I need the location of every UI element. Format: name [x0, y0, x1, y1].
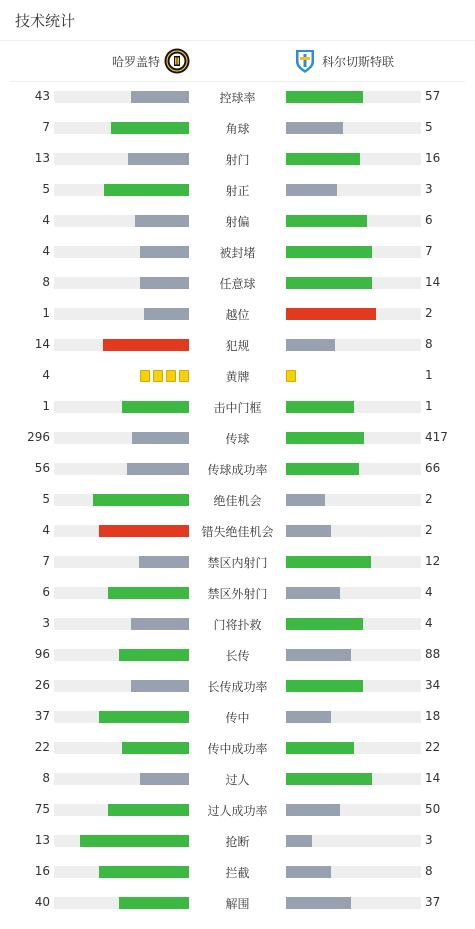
away-bar-fill: [286, 680, 363, 692]
away-bar-fill: [286, 742, 354, 754]
away-bar-track: [286, 773, 421, 785]
away-value: 14: [425, 771, 441, 785]
home-value: 75: [34, 802, 50, 816]
stat-label: 绝佳机会: [213, 494, 262, 508]
away-bar-fill: [286, 277, 372, 289]
home-bar-track: [54, 587, 189, 599]
home-value: 43: [34, 89, 50, 103]
away-value: 22: [425, 740, 441, 754]
stat-label: 传球: [225, 432, 250, 446]
stat-row: [0, 671, 475, 702]
home-yellow-cards: [140, 370, 189, 382]
home-bar-track: [54, 91, 189, 103]
away-value: 37: [425, 895, 441, 909]
stat-row: [0, 826, 475, 857]
home-bar-fill: [139, 556, 189, 568]
away-bar-fill: [286, 432, 364, 444]
home-bar-fill: [99, 525, 189, 537]
away-value: 50: [425, 802, 441, 816]
stat-row: [0, 485, 475, 516]
home-bar-track: [54, 804, 189, 816]
away-bar-fill: [286, 618, 363, 630]
yellow-card-icon: [179, 370, 189, 382]
home-bar-fill: [131, 618, 189, 630]
home-bar-track: [54, 680, 189, 692]
away-bar-track: [286, 246, 421, 258]
stat-row: [0, 857, 475, 888]
away-bar-track: [286, 680, 421, 692]
stat-row: [0, 733, 475, 764]
away-bar-track: [286, 494, 421, 506]
teams-header: [10, 41, 465, 82]
home-bar-track: [54, 711, 189, 723]
away-team[interactable]: [292, 48, 394, 74]
away-bar-fill: [286, 308, 376, 320]
home-bar-track: [54, 308, 189, 320]
away-bar-track: [286, 897, 421, 909]
home-bar-track: [54, 277, 189, 289]
away-bar-fill: [286, 835, 312, 847]
home-value: 13: [34, 151, 50, 165]
away-bar-fill: [286, 91, 363, 103]
stat-label: 传中: [225, 711, 250, 725]
stat-row: [0, 888, 475, 919]
stat-label: 犯规: [225, 339, 250, 353]
home-bar-fill: [119, 897, 189, 909]
page-header: [0, 0, 475, 41]
stat-row: [0, 578, 475, 609]
home-bar-track: [54, 773, 189, 785]
away-value: 4: [425, 616, 433, 630]
home-bar-track: [54, 401, 189, 413]
away-value: 3: [425, 833, 433, 847]
away-bar-fill: [286, 184, 337, 196]
stat-row: [0, 206, 475, 237]
home-value: 3: [42, 616, 50, 630]
home-bar-fill: [131, 680, 189, 692]
away-bar-track: [286, 153, 421, 165]
yellow-card-icon: [166, 370, 176, 382]
stat-row: [0, 144, 475, 175]
away-value: 12: [425, 554, 441, 568]
home-value: 16: [34, 864, 50, 878]
away-value: 34: [425, 678, 441, 692]
away-value: 7: [425, 244, 433, 258]
away-bar-track: [286, 804, 421, 816]
away-bar-fill: [286, 773, 372, 785]
away-bar-track: [286, 91, 421, 103]
away-value: 417: [425, 430, 448, 444]
home-value: 5: [42, 182, 50, 196]
away-value: 66: [425, 461, 441, 475]
home-bar-fill: [144, 308, 189, 320]
home-bar-track: [54, 215, 189, 227]
home-bar-fill: [99, 866, 189, 878]
stat-row: [0, 237, 475, 268]
home-bar-fill: [80, 835, 189, 847]
home-bar-fill: [104, 184, 189, 196]
away-bar-fill: [286, 711, 331, 723]
home-value: 96: [34, 647, 50, 661]
home-bar-track: [54, 742, 189, 754]
stat-row: [0, 702, 475, 733]
home-value: 26: [34, 678, 50, 692]
stat-label: 解围: [225, 897, 250, 911]
away-bar-track: [286, 122, 421, 134]
home-bar-fill: [140, 277, 189, 289]
yellow-card-icon: [286, 370, 296, 382]
stat-label: 传中成功率: [207, 742, 268, 756]
away-value: 3: [425, 182, 433, 196]
home-bar-fill: [131, 91, 189, 103]
harrogate-crest-icon: [164, 48, 190, 74]
away-bar-track: [286, 432, 421, 444]
home-value: 1: [42, 399, 50, 413]
away-value: 18: [425, 709, 441, 723]
stat-label: 黄牌: [225, 370, 250, 384]
away-bar-fill: [286, 587, 340, 599]
home-value: 37: [34, 709, 50, 723]
away-bar-track: [286, 277, 421, 289]
home-team[interactable]: [112, 48, 190, 74]
home-value: 1: [42, 306, 50, 320]
home-bar-track: [54, 618, 189, 630]
home-bar-fill: [140, 246, 189, 258]
away-bar-track: [286, 835, 421, 847]
away-bar-track: [286, 649, 421, 661]
home-bar-track: [54, 835, 189, 847]
stat-label: 传球成功率: [207, 463, 268, 477]
away-bar-fill: [286, 804, 340, 816]
away-value: 14: [425, 275, 441, 289]
stat-label: 拦截: [225, 866, 250, 880]
home-value: 4: [42, 213, 50, 227]
home-bar-fill: [128, 153, 189, 165]
stat-label: 过人: [225, 773, 250, 787]
stat-row: [0, 640, 475, 671]
home-bar-fill: [108, 804, 189, 816]
stat-label: 门将扑救: [213, 618, 262, 632]
stats-list: [0, 82, 475, 929]
away-value: 8: [425, 337, 433, 351]
stat-label: 过人成功率: [207, 804, 268, 818]
home-bar-track: [54, 246, 189, 258]
away-value: 57: [425, 89, 441, 103]
home-bar-track: [54, 525, 189, 537]
home-value: 4: [42, 368, 50, 382]
home-value: 13: [34, 833, 50, 847]
stat-row: [0, 609, 475, 640]
home-bar-track: [54, 432, 189, 444]
home-bar-fill: [103, 339, 189, 351]
home-bar-track: [54, 897, 189, 909]
away-bar-fill: [286, 556, 371, 568]
home-bar-track: [54, 463, 189, 475]
away-bar-fill: [286, 339, 335, 351]
away-value: 2: [425, 523, 433, 537]
away-bar-fill: [286, 215, 367, 227]
stat-label: 被封堵: [219, 246, 256, 260]
home-bar-track: [54, 494, 189, 506]
away-bar-track: [286, 556, 421, 568]
stat-label: 射偏: [225, 215, 250, 229]
stat-label: 禁区内射门: [207, 556, 268, 570]
home-bar-track: [54, 153, 189, 165]
away-bar-track: [286, 618, 421, 630]
away-bar-track: [286, 308, 421, 320]
away-bar-track: [286, 742, 421, 754]
stat-row: [0, 268, 475, 299]
home-bar-fill: [140, 773, 189, 785]
away-bar-track: [286, 339, 421, 351]
away-bar-fill: [286, 866, 331, 878]
away-bar-track: [286, 587, 421, 599]
stat-label: 控球率: [219, 91, 256, 105]
stat-row: [0, 82, 475, 113]
stat-row: [0, 795, 475, 826]
away-bar-track: [286, 401, 421, 413]
home-value: 22: [34, 740, 50, 754]
home-value: 6: [42, 585, 50, 599]
away-bar-fill: [286, 246, 372, 258]
stat-row: [0, 547, 475, 578]
stat-row: [0, 764, 475, 795]
stat-label: 任意球: [219, 277, 256, 291]
away-value: 16: [425, 151, 441, 165]
colchester-crest-icon: [292, 48, 318, 74]
away-bar-fill: [286, 525, 331, 537]
stat-label: 射正: [225, 184, 250, 198]
away-value: 8: [425, 864, 433, 878]
home-bar-fill: [122, 742, 190, 754]
yellow-card-icon: [140, 370, 150, 382]
home-value: 56: [34, 461, 50, 475]
stat-label: 抢断: [225, 835, 250, 849]
home-bar-fill: [132, 432, 189, 444]
stat-label: 角球: [225, 122, 250, 136]
home-value: 8: [42, 275, 50, 289]
home-bar-track: [54, 866, 189, 878]
away-value: 1: [425, 399, 433, 413]
away-bar-track: [286, 463, 421, 475]
stat-label: 长传成功率: [207, 680, 268, 694]
home-value: 4: [42, 523, 50, 537]
stat-row: [0, 175, 475, 206]
away-value: 88: [425, 647, 441, 661]
home-bar-track: [54, 122, 189, 134]
away-bar-track: [286, 215, 421, 227]
stat-label: 长传: [225, 649, 250, 663]
home-bar-fill: [99, 711, 189, 723]
page-title: 技术统计: [15, 12, 76, 30]
away-bar-track: [286, 184, 421, 196]
away-value: 4: [425, 585, 433, 599]
away-value: 2: [425, 306, 433, 320]
home-value: 8: [42, 771, 50, 785]
away-bar-fill: [286, 649, 351, 661]
home-value: 296: [27, 430, 50, 444]
away-value: 2: [425, 492, 433, 506]
yellow-card-icon: [153, 370, 163, 382]
stat-row: [0, 454, 475, 485]
stat-row: [0, 392, 475, 423]
away-bar-fill: [286, 897, 351, 909]
away-team-name: 科尔切斯特联: [322, 54, 395, 69]
home-bar-track: [54, 184, 189, 196]
stat-row: [0, 516, 475, 547]
home-bar-fill: [122, 401, 190, 413]
stat-row: [0, 113, 475, 144]
home-bar-fill: [119, 649, 189, 661]
away-bar-fill: [286, 494, 325, 506]
stat-row: [0, 361, 475, 392]
home-bar-track: [54, 556, 189, 568]
away-bar-track: [286, 525, 421, 537]
home-value: 7: [42, 554, 50, 568]
away-value: 5: [425, 120, 433, 134]
stat-label: 击中门框: [213, 401, 262, 415]
stat-label: 越位: [225, 308, 250, 322]
away-bar-track: [286, 866, 421, 878]
stat-row: [0, 423, 475, 454]
home-value: 4: [42, 244, 50, 258]
away-bar-fill: [286, 153, 360, 165]
stat-label: 禁区外射门: [207, 587, 268, 601]
home-bar-fill: [111, 122, 189, 134]
away-bar-fill: [286, 463, 359, 475]
home-value: 7: [42, 120, 50, 134]
home-value: 5: [42, 492, 50, 506]
stat-row: [0, 330, 475, 361]
away-value: 1: [425, 368, 433, 382]
away-bar-track: [286, 711, 421, 723]
home-value: 40: [34, 895, 50, 909]
home-bar-fill: [135, 215, 189, 227]
away-bar-fill: [286, 401, 354, 413]
home-bar-fill: [127, 463, 189, 475]
home-bar-fill: [108, 587, 189, 599]
home-bar-fill: [93, 494, 189, 506]
home-value: 14: [34, 337, 50, 351]
stat-row: [0, 299, 475, 330]
stat-label: 射门: [225, 153, 250, 167]
away-bar-fill: [286, 122, 343, 134]
away-yellow-cards: [286, 370, 296, 382]
away-value: 6: [425, 213, 433, 227]
stat-label: 错失绝佳机会: [201, 525, 274, 539]
home-bar-track: [54, 649, 189, 661]
home-bar-track: [54, 339, 189, 351]
home-team-name: 哈罗盖特: [111, 54, 160, 69]
